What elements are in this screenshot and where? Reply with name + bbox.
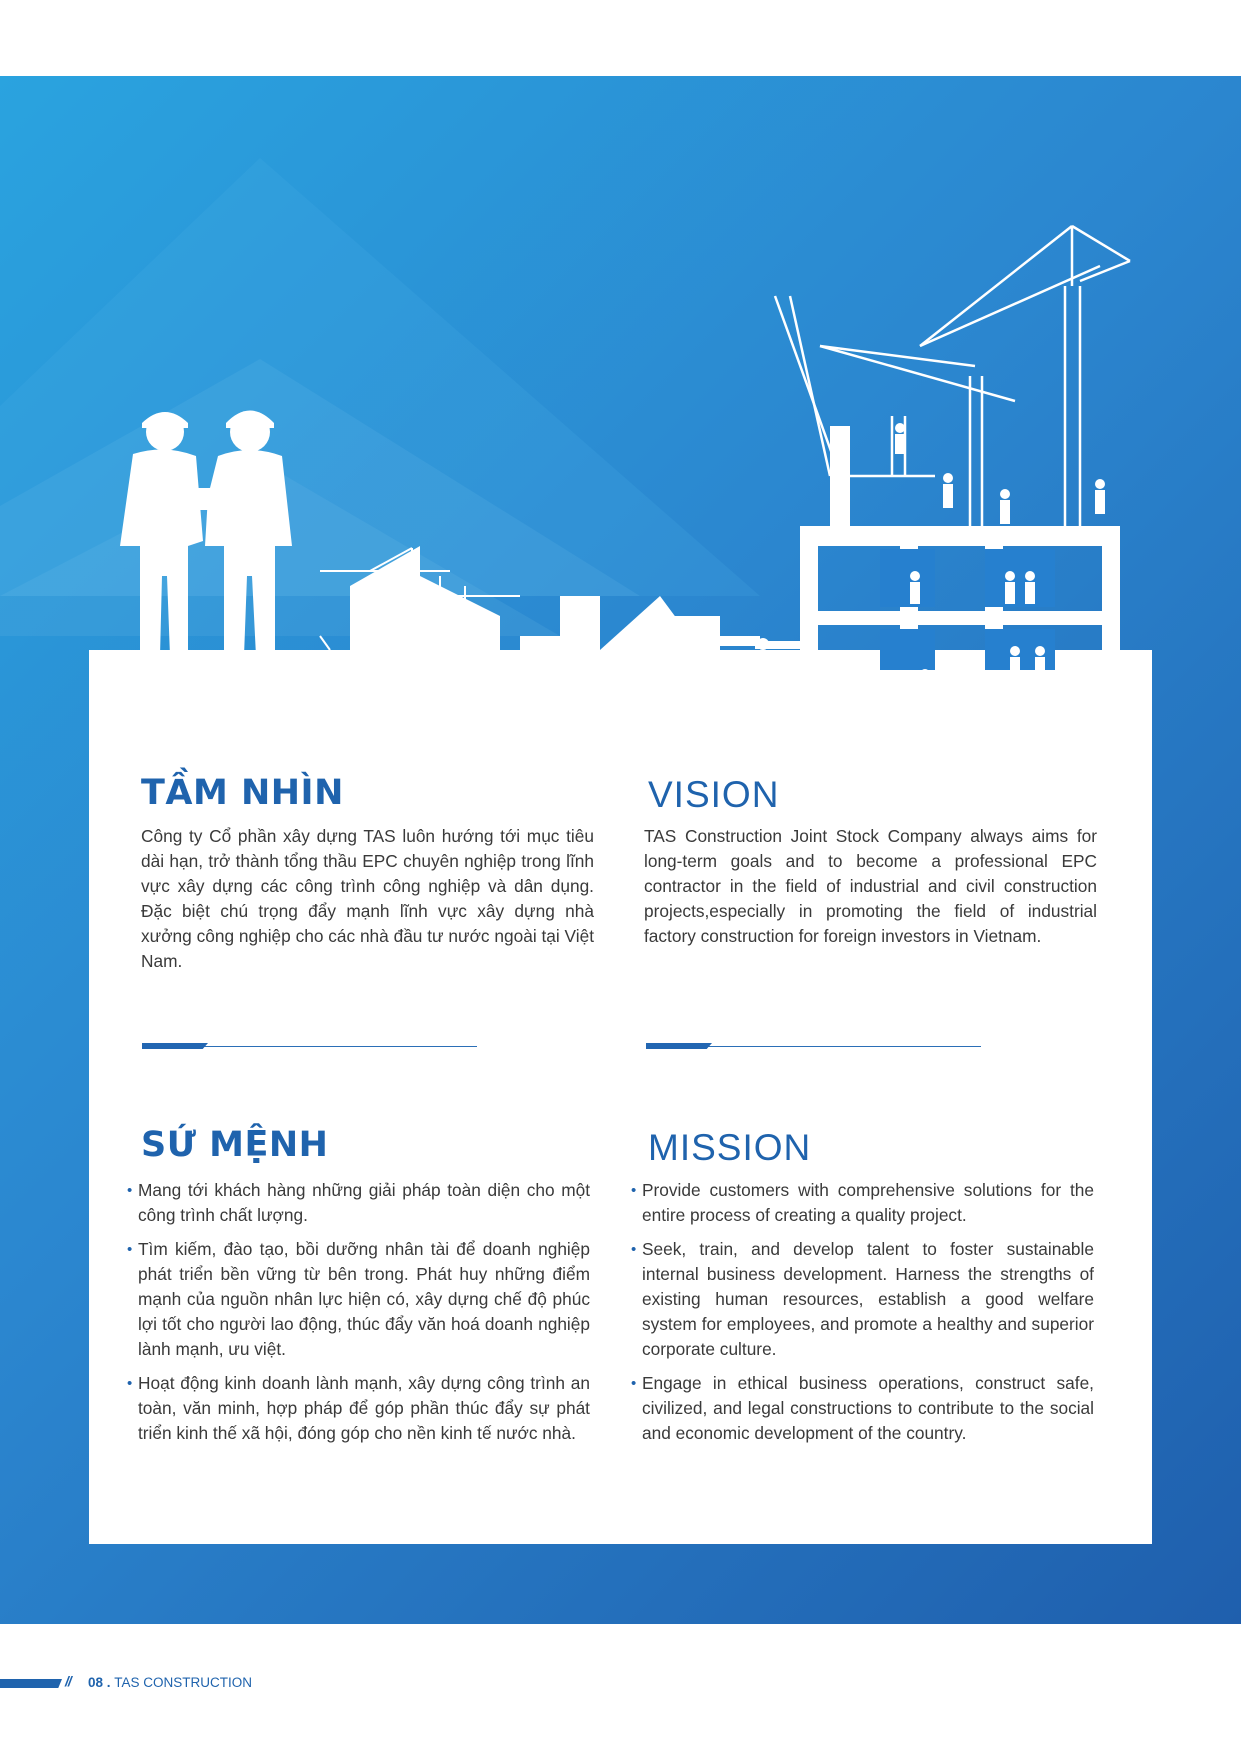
- footer-separator: .: [103, 1675, 115, 1690]
- bullet-icon: •: [631, 1375, 637, 1392]
- mission-heading-vn: SỨ MỆNH: [141, 1125, 329, 1165]
- vision-heading-vn: TẦM NHÌN: [141, 773, 344, 813]
- footer-company: TAS CONSTRUCTION: [114, 1675, 253, 1690]
- footer-accent-bar: [0, 1679, 62, 1688]
- page-footer: [0, 1673, 400, 1695]
- mission-item-vn: • Mang tới khách hàng những giải pháp toàn diện cho một công trình chất lượng.: [127, 1180, 590, 1225]
- content-card: [89, 670, 1152, 1544]
- vision-body-vn: Công ty Cổ phần xây dựng TAS luôn hướng tới mục tiêu dài hạn, trở thành tổng thầu EPC chuyên nghiệp trong lĩnh vực xây dựng các công trình công nghiệp và dân dụng. Đặc biệt chú trọng đẩy mạnh lĩnh vực xây dựng nhà xưởng công nghiệp cho các nhà đầu tư nước ngoài tại Việt Nam.: [141, 826, 594, 971]
- mission-heading-en: MISSION: [648, 1127, 812, 1168]
- bullet-icon: •: [631, 1182, 637, 1199]
- bullet-icon: •: [127, 1375, 133, 1392]
- bullet-icon: •: [631, 1241, 637, 1258]
- vision-heading-en: VISION: [648, 774, 780, 815]
- vision-body-en: TAS Construction Joint Stock Company always aims for long-term goals and to become a professional EPC contractor in the field of industrial and civil construction projects,especially in promoting the field of industrial factory construction for foreign investors in Vietnam.: [644, 826, 1097, 946]
- mission-item-vn: • Hoạt động kinh doanh lành mạnh, xây dựng công trình an toàn, văn minh, hợp pháp để góp phần thúc đẩy sự phát triển kinh thế xã hội, đóng góp cho nền kinh tế nước nhà.: [127, 1373, 590, 1443]
- page-number: 08: [88, 1675, 104, 1690]
- mission-list-vn: [127, 1178, 590, 1455]
- mission-item-vn: • Tìm kiếm, đào tạo, bồi dưỡng nhân tài để doanh nghiệp phát triển bền vững từ bên trong. Phát huy những điểm mạnh của nguồn nhân lực hiện có, xây dựng chế độ phúc lợi tốt cho người lao động, thúc đẩy văn hoá doanh nghiệp lành mạnh, ưu việt.: [127, 1239, 590, 1359]
- footer-label: [88, 1675, 252, 1690]
- footer-slashes: //: [65, 1673, 71, 1689]
- mission-item-en: • Engage in ethical business operations, construct safe, civilized, and legal constructions to contribute to the social and economic development of the country.: [631, 1373, 1094, 1443]
- bullet-icon: •: [127, 1241, 133, 1258]
- bullet-icon: •: [127, 1182, 133, 1199]
- section-divider-right: [646, 1043, 981, 1051]
- mission-list-en: [631, 1178, 1094, 1455]
- mission-item-en: • Seek, train, and develop talent to foster sustainable internal business development. Harness the strengths of existing human resources, establish a good welfare system for employees, and promote a healthy and superior corporate culture.: [631, 1239, 1094, 1359]
- mission-item-en: • Provide customers with comprehensive solutions for the entire process of creating a quality project.: [631, 1180, 1094, 1225]
- section-divider-left: [142, 1043, 477, 1051]
